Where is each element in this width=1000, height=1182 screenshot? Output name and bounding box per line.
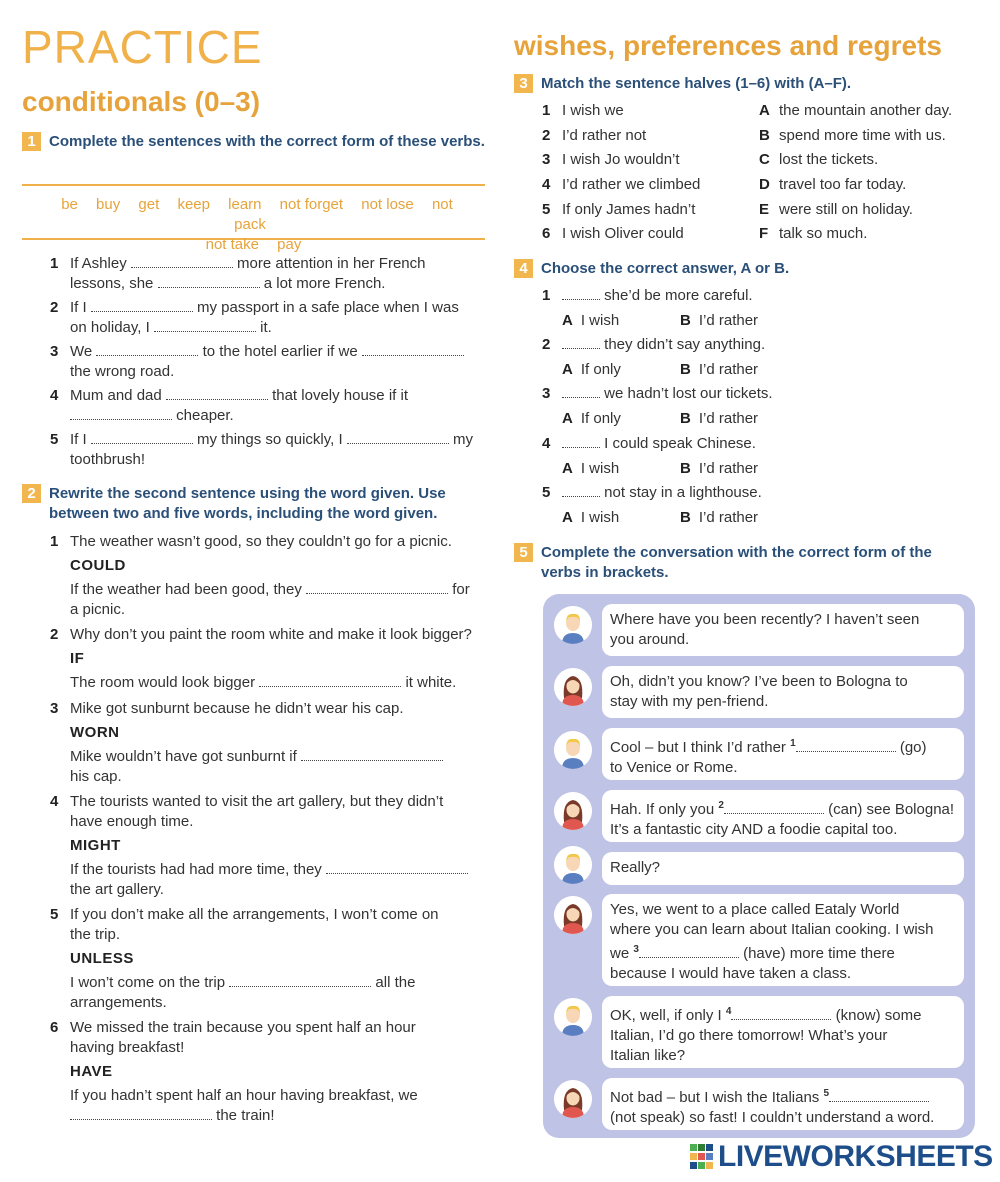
task2-item-1 xyxy=(50,532,490,622)
item-number: 6 xyxy=(50,1019,59,1036)
answer-blank[interactable] xyxy=(70,406,172,420)
option-a[interactable] xyxy=(562,311,619,331)
item-text: to the hotel earlier if we xyxy=(202,343,358,360)
answer-blank[interactable] xyxy=(562,483,600,497)
speech-bubble xyxy=(602,604,964,656)
item-text: she’d be more careful. xyxy=(604,287,753,304)
bubble-line: you around. xyxy=(610,631,690,648)
key-word: IF xyxy=(70,650,85,667)
option-b[interactable] xyxy=(680,409,758,429)
item-text: more attention in her French xyxy=(237,255,426,272)
item-text: cheaper. xyxy=(176,407,234,424)
task2-item-2 xyxy=(50,625,490,695)
verb-box xyxy=(22,184,485,253)
item-sentence: The weather wasn’t good, so they couldn’t go for a picnic. xyxy=(70,533,452,550)
item-letter: E xyxy=(759,201,770,218)
answer-blank[interactable] xyxy=(796,738,896,752)
ending-F xyxy=(759,224,979,244)
option-letter: A xyxy=(562,410,573,427)
boy-avatar xyxy=(554,606,592,644)
option-a[interactable] xyxy=(562,360,621,380)
bubble-text: we xyxy=(610,945,630,962)
item-text: my xyxy=(452,431,473,448)
answer-blank[interactable] xyxy=(91,298,193,312)
task-5-header xyxy=(514,543,976,583)
answer-blank[interactable] xyxy=(829,1088,929,1102)
option-letter: B xyxy=(680,410,691,427)
item-number: 2 xyxy=(542,127,551,144)
option-text: I’d rather xyxy=(698,460,759,477)
answer-blank[interactable] xyxy=(131,254,233,268)
boy-avatar xyxy=(554,731,592,769)
item-number: 1 xyxy=(542,287,551,304)
item-text: The room would look bigger xyxy=(70,674,256,691)
option-text: I’d rather xyxy=(698,312,759,329)
answer-blank[interactable] xyxy=(158,274,260,288)
speech-bubble xyxy=(602,852,964,885)
item-text: the art gallery. xyxy=(70,881,164,898)
answer-blank[interactable] xyxy=(724,800,824,814)
liveworksheets-logo xyxy=(690,1141,993,1173)
bubble-line: Oh, didn’t you know? I’ve been to Bologna to xyxy=(610,673,908,690)
item-number: 1 xyxy=(50,255,59,272)
verb: learn xyxy=(228,196,262,213)
answer-blank[interactable] xyxy=(96,342,198,356)
verb: buy xyxy=(96,196,121,213)
item-number: 1 xyxy=(50,533,59,550)
bubble-line: Italian like? xyxy=(610,1047,686,1064)
item-number: 2 xyxy=(50,626,59,643)
item-number: 3 xyxy=(50,343,59,360)
item-text: travel too far today. xyxy=(779,176,907,193)
option-a[interactable] xyxy=(562,508,619,528)
task4-item-2 xyxy=(542,335,972,381)
bubble-text: Hah. If only you xyxy=(610,801,715,818)
task1-item-2 xyxy=(50,298,490,338)
task1-item-5 xyxy=(50,430,490,470)
item-text: I’d rather we climbed xyxy=(562,176,701,193)
item-letter: A xyxy=(759,102,770,119)
item-number: 1 xyxy=(542,102,551,119)
option-letter: B xyxy=(680,509,691,526)
item-text: they didn’t say anything. xyxy=(604,336,766,353)
task-4-header xyxy=(514,259,976,279)
option-letter: A xyxy=(562,361,573,378)
option-text: If only xyxy=(580,410,621,427)
task4-item-3 xyxy=(542,384,972,430)
bubble-line: Italian, I’d go there tomorrow! What’s your xyxy=(610,1027,888,1044)
item-number: 4 xyxy=(50,793,59,810)
answer-blank[interactable] xyxy=(562,384,600,398)
item-sentence: having breakfast! xyxy=(70,1039,185,1056)
item-number: 3 xyxy=(542,385,551,402)
half-1 xyxy=(542,101,752,121)
ending-E xyxy=(759,200,979,220)
task4-item-4 xyxy=(542,434,972,480)
half-5 xyxy=(542,200,752,220)
key-word: HAVE xyxy=(70,1063,113,1080)
item-text: If the weather had been good, they xyxy=(70,581,302,598)
bubble-text: Not bad – but I wish the Italians xyxy=(610,1089,820,1106)
item-letter: B xyxy=(759,127,770,144)
ending-A xyxy=(759,101,979,121)
bubble-text: (know) some xyxy=(835,1007,922,1024)
item-text: his cap. xyxy=(70,768,122,785)
item-text: I wish Oliver could xyxy=(562,225,684,242)
option-b[interactable] xyxy=(680,459,758,479)
answer-blank[interactable] xyxy=(301,747,443,761)
item-text: for xyxy=(452,581,470,598)
task4-item-5 xyxy=(542,483,972,529)
task1-item-3 xyxy=(50,342,490,382)
bubble-text: Cool – but I think I’d rather xyxy=(610,739,786,756)
verb: get xyxy=(138,196,160,213)
answer-blank[interactable] xyxy=(562,335,600,349)
item-number: 5 xyxy=(50,906,59,923)
item-number: 5 xyxy=(50,431,59,448)
option-b[interactable] xyxy=(680,508,758,528)
answer-blank[interactable] xyxy=(166,386,268,400)
item-text: a lot more French. xyxy=(263,275,386,292)
answer-blank[interactable] xyxy=(91,430,193,444)
bubble-text: (go) xyxy=(899,739,927,756)
answer-blank[interactable] xyxy=(306,580,448,594)
gap-number: 5 xyxy=(823,1088,830,1099)
item-text: I wish we xyxy=(562,102,624,119)
item-text: If only James hadn’t xyxy=(562,201,696,218)
boy-avatar xyxy=(554,846,592,884)
half-6 xyxy=(542,224,752,244)
task-3-header xyxy=(514,74,976,94)
ending-B xyxy=(759,126,979,146)
verb: not forget xyxy=(279,196,344,213)
item-text: toothbrush! xyxy=(70,451,146,468)
option-text: I’d rather xyxy=(698,410,759,427)
task-number: 3 xyxy=(514,74,533,93)
bubble-line: because I would have taken a class. xyxy=(610,965,851,982)
answer-blank[interactable] xyxy=(562,434,600,448)
item-number: 4 xyxy=(542,435,551,452)
speech-bubble xyxy=(602,894,964,986)
item-sentence: We missed the train because you spent half an hour xyxy=(70,1019,416,1036)
item-number: 4 xyxy=(50,387,59,404)
answer-blank[interactable] xyxy=(259,673,401,687)
item-text: spend more time with us. xyxy=(779,127,946,144)
task2-item-4 xyxy=(50,792,490,902)
answer-blank[interactable] xyxy=(639,944,739,958)
item-number: 5 xyxy=(542,201,551,218)
item-number: 4 xyxy=(542,176,551,193)
bubble-line: to Venice or Rome. xyxy=(610,759,738,776)
item-text: the wrong road. xyxy=(70,363,175,380)
bubble-text: OK, well, if only I xyxy=(610,1007,722,1024)
item-number: 3 xyxy=(50,700,59,717)
gap-number: 2 xyxy=(718,800,724,811)
gap-number: 3 xyxy=(633,944,639,955)
task2-item-3 xyxy=(50,699,490,789)
task-number: 1 xyxy=(22,132,41,151)
option-letter: A xyxy=(562,460,573,477)
item-text: lost the tickets. xyxy=(779,151,879,168)
item-text: the train! xyxy=(216,1107,275,1124)
gap-number: 1 xyxy=(790,738,796,749)
item-text: we hadn’t lost our tickets. xyxy=(604,385,773,402)
verb: not pack xyxy=(234,196,453,233)
item-text: I could speak Chinese. xyxy=(604,435,756,452)
bubble-line: stay with my pen-friend. xyxy=(610,693,769,710)
ending-D xyxy=(759,175,979,195)
option-letter: B xyxy=(680,312,691,329)
item-text: I won’t come on the trip xyxy=(70,974,226,991)
verb: be xyxy=(61,196,78,213)
speech-bubble xyxy=(602,666,964,718)
task2-item-5 xyxy=(50,905,490,1015)
speech-bubble xyxy=(602,1078,964,1130)
option-text: I wish xyxy=(580,460,620,477)
item-number: 6 xyxy=(542,225,551,242)
item-sentence: Mike got sunburnt because he didn’t wear his cap. xyxy=(70,700,404,717)
key-word: COULD xyxy=(70,557,126,574)
bubble-line: where you can learn about Italian cooking. I wish xyxy=(610,921,934,938)
answer-blank[interactable] xyxy=(731,1006,831,1020)
answer-blank[interactable] xyxy=(229,973,371,987)
answer-blank[interactable] xyxy=(347,430,449,444)
verb: not lose xyxy=(361,196,414,213)
logo-icon xyxy=(690,1144,714,1170)
answer-blank[interactable] xyxy=(326,860,468,874)
item-sentence: the trip. xyxy=(70,926,121,943)
option-text: I’d rather xyxy=(698,509,759,526)
item-text: If Ashley xyxy=(70,255,127,272)
verb: pay xyxy=(277,236,302,253)
item-text: arrangements. xyxy=(70,994,167,1011)
item-text: I’d rather not xyxy=(562,127,647,144)
item-text: that lovely house if it xyxy=(272,387,408,404)
girl-avatar xyxy=(554,1080,592,1118)
item-text: it. xyxy=(260,319,272,336)
key-word: WORN xyxy=(70,724,120,741)
item-text: We xyxy=(70,343,93,360)
option-b[interactable] xyxy=(680,360,758,380)
half-3 xyxy=(542,150,752,170)
item-text: talk so much. xyxy=(779,225,868,242)
bubble-line: Where have you been recently? I haven’t seen xyxy=(610,611,920,628)
task-instruction: Choose the correct answer, A or B. xyxy=(541,260,790,277)
task-number: 2 xyxy=(22,484,41,503)
task2-item-6 xyxy=(50,1018,490,1128)
gap-number: 4 xyxy=(725,1006,732,1017)
item-text: not stay in a lighthouse. xyxy=(604,484,762,501)
item-letter: D xyxy=(759,176,770,193)
item-letter: C xyxy=(759,151,770,168)
item-text: all the xyxy=(375,974,416,991)
speech-bubble xyxy=(602,728,964,780)
key-word: MIGHT xyxy=(70,837,121,854)
option-letter: B xyxy=(680,361,691,378)
task-instruction: Match the sentence halves (1–6) with (A–F). xyxy=(541,75,852,92)
item-text: the mountain another day. xyxy=(779,102,953,119)
answer-blank[interactable] xyxy=(70,1106,212,1120)
item-text: my things so quickly, I xyxy=(197,431,343,448)
verb: not take xyxy=(205,236,259,253)
item-letter: F xyxy=(759,225,769,242)
option-letter: B xyxy=(680,460,691,477)
item-text: If I xyxy=(70,431,87,448)
answer-blank[interactable] xyxy=(562,286,600,300)
half-4 xyxy=(542,175,752,195)
bubble-line: Yes, we went to a place called Eataly World xyxy=(610,901,900,918)
bubble-text: (have) more time there xyxy=(743,945,895,962)
verb: keep xyxy=(177,196,210,213)
item-text: Mike wouldn’t have got sunburnt if xyxy=(70,748,297,765)
task-instruction: Complete the sentences with the correct form of these verbs. xyxy=(49,133,485,150)
task-number: 4 xyxy=(514,259,533,278)
item-text: Mum and dad xyxy=(70,387,162,404)
girl-avatar xyxy=(554,668,592,706)
ending-C xyxy=(759,150,979,170)
item-text: If the tourists had had more time, they xyxy=(70,861,322,878)
item-number: 2 xyxy=(542,336,551,353)
answer-blank[interactable] xyxy=(154,318,256,332)
item-number: 2 xyxy=(50,299,59,316)
speech-bubble xyxy=(602,790,964,842)
item-sentence: Why don’t you paint the room white and make it look bigger? xyxy=(70,626,472,643)
wishes-title: wishes, preferences and regrets xyxy=(514,30,942,61)
item-text: it white. xyxy=(405,674,457,691)
task-2-header xyxy=(22,484,485,524)
logo-text: LIVEWORKSHEETS xyxy=(718,1140,993,1173)
bubble-line: It’s a fantastic city AND a foodie capital too. xyxy=(610,821,898,838)
option-a[interactable] xyxy=(562,409,621,429)
girl-avatar xyxy=(554,896,592,934)
option-text: I’d rather xyxy=(698,361,759,378)
girl-avatar xyxy=(554,792,592,830)
item-sentence: The tourists wanted to visit the art gallery, but they didn’t xyxy=(70,793,444,810)
item-sentence: have enough time. xyxy=(70,813,194,830)
item-text: If you hadn’t spent half an hour having breakfast, we xyxy=(70,1087,418,1104)
option-letter: A xyxy=(562,509,573,526)
boy-avatar xyxy=(554,998,592,1036)
task1-item-1 xyxy=(50,254,490,294)
option-text: If only xyxy=(580,361,621,378)
half-2 xyxy=(542,126,752,146)
bubble-line: (not speak) so fast! I couldn’t understand a word. xyxy=(610,1109,935,1126)
task4-item-1 xyxy=(542,286,972,332)
option-letter: A xyxy=(562,312,573,329)
option-b[interactable] xyxy=(680,311,758,331)
item-number: 3 xyxy=(542,151,551,168)
item-sentence: If you don’t make all the arrangements, I won’t come on xyxy=(70,906,439,923)
item-text: I wish Jo wouldn’t xyxy=(562,151,680,168)
task-1-header xyxy=(22,132,485,152)
task-instruction: Complete the conversation with the correct form of the verbs in brackets. xyxy=(541,544,932,581)
practice-heading: PRACTICE xyxy=(22,21,263,73)
answer-blank[interactable] xyxy=(362,342,464,356)
item-text: on holiday, I xyxy=(70,319,150,336)
item-number: 5 xyxy=(542,484,551,501)
item-text: a picnic. xyxy=(70,601,126,618)
conditionals-title: conditionals (0–3) xyxy=(22,86,261,117)
item-text: lessons, she xyxy=(70,275,154,292)
task1-item-4 xyxy=(50,386,490,426)
item-text: my passport in a safe place when I was xyxy=(197,299,459,316)
option-text: I wish xyxy=(580,312,620,329)
key-word: UNLESS xyxy=(70,950,134,967)
item-text: were still on holiday. xyxy=(779,201,913,218)
option-a[interactable] xyxy=(562,459,619,479)
task-instruction: Rewrite the second sentence using the word given. Use between two and five words, including the word given. xyxy=(49,485,446,522)
bubble-line: Really? xyxy=(610,859,661,876)
task-number: 5 xyxy=(514,543,533,562)
bubble-text: (can) see Bologna! xyxy=(828,801,955,818)
item-text: If I xyxy=(70,299,87,316)
option-text: I wish xyxy=(580,509,620,526)
speech-bubble xyxy=(602,996,964,1068)
